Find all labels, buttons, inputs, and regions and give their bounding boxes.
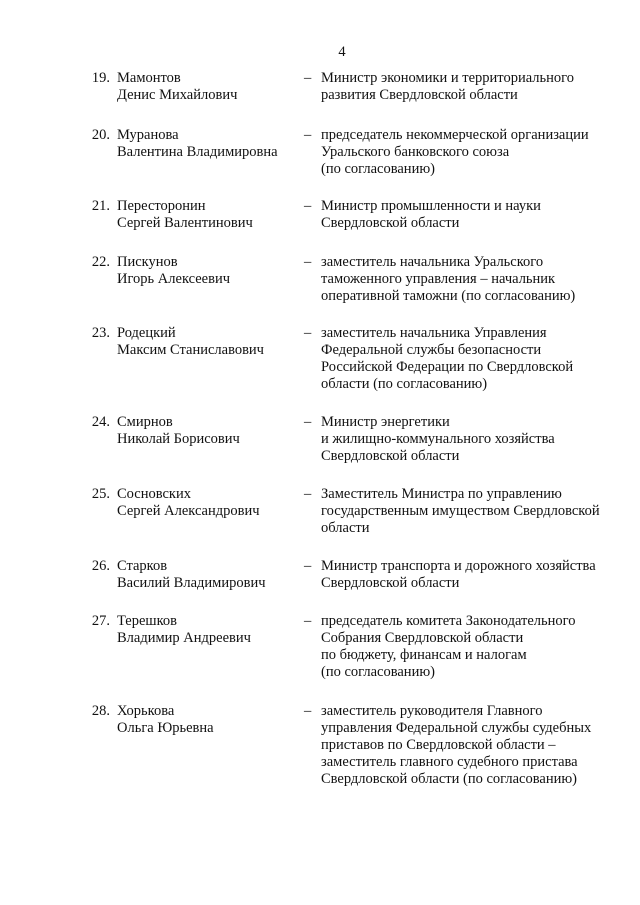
- member-role-line: приставов по Свердловской области –: [321, 737, 556, 753]
- entry-number: 22.: [91, 254, 110, 270]
- entry-number: 20.: [91, 127, 110, 143]
- member-role: [321, 558, 621, 592]
- member-name: [117, 486, 302, 520]
- member-role-line: Министр промышленности и науки: [321, 198, 541, 214]
- member-role-line: Министр энергетики: [321, 414, 450, 430]
- member-role-line: Свердловской области (по согласованию): [321, 771, 578, 787]
- member-role-line: управления Федеральной службы судебных: [321, 720, 592, 736]
- entry-number: 26.: [91, 558, 110, 574]
- member-role-line: Министр экономики и территориального: [321, 70, 574, 86]
- member-role-line: развития Свердловской области: [321, 87, 518, 103]
- page-number: 4: [338, 44, 346, 60]
- separator-dash: –: [304, 254, 312, 270]
- separator-dash: –: [304, 613, 312, 629]
- separator-dash: –: [304, 414, 312, 430]
- member-name: [117, 70, 302, 104]
- separator-dash: –: [304, 486, 312, 502]
- member-name-line: Владимир Андреевич: [117, 630, 251, 646]
- member-name-line: Родецкий: [117, 325, 176, 341]
- member-name-line: Валентина Владимировна: [117, 144, 278, 160]
- member-role-line: председатель некоммерческой организации: [321, 127, 589, 143]
- member-name: [117, 613, 302, 647]
- member-name-line: Пискунов: [117, 254, 178, 270]
- member-name: [117, 558, 302, 592]
- member-name-line: Терешков: [117, 613, 177, 629]
- member-role: [321, 414, 621, 465]
- member-name-line: Хорькова: [117, 703, 175, 719]
- entry-number: 28.: [91, 703, 110, 719]
- member-name: [117, 198, 302, 232]
- member-name-line: Василий Владимирович: [117, 575, 266, 591]
- member-role-line: председатель комитета Законодательного: [321, 613, 576, 629]
- member-role-line: Заместитель Министра по управлению: [321, 486, 562, 502]
- member-role: [321, 325, 621, 393]
- member-role-line: оперативной таможни (по согласованию): [321, 288, 576, 304]
- member-role: [321, 127, 621, 178]
- member-name-line: Сосновских: [117, 486, 191, 502]
- member-role: [321, 486, 621, 537]
- member-role-line: и жилищно-коммунального хозяйства: [321, 431, 555, 447]
- entry-number: 21.: [91, 198, 110, 214]
- separator-dash: –: [304, 558, 312, 574]
- member-name-line: Смирнов: [117, 414, 173, 430]
- member-role-line: Собрания Свердловской области: [321, 630, 524, 646]
- separator-dash: –: [304, 703, 312, 719]
- member-name-line: Сергей Валентинович: [117, 215, 253, 231]
- member-role-line: Свердловской области: [321, 575, 460, 591]
- entry-number: 24.: [91, 414, 110, 430]
- entry-number: 25.: [91, 486, 110, 502]
- member-name-line: Муранова: [117, 127, 179, 143]
- member-name-line: Ольга Юрьевна: [117, 720, 214, 736]
- member-role-line: Министр транспорта и дорожного хозяйства: [321, 558, 596, 574]
- member-role-line: государственным имуществом Свердловской: [321, 503, 600, 519]
- member-role-line: (по согласованию): [321, 161, 435, 177]
- member-role-line: заместитель начальника Управления: [321, 325, 547, 341]
- member-role-line: области: [321, 520, 370, 536]
- member-name-line: Игорь Алексеевич: [117, 271, 231, 287]
- member-role-line: (по согласованию): [321, 664, 435, 680]
- member-role-line: таможенного управления – начальник: [321, 271, 556, 287]
- member-name: [117, 414, 302, 448]
- member-role-line: Свердловской области: [321, 448, 460, 464]
- member-role-line: заместитель главного судебного пристава: [321, 754, 578, 770]
- member-name-line: Максим Станиславович: [117, 342, 264, 358]
- member-role-line: Свердловской области: [321, 215, 460, 231]
- member-name: [117, 127, 302, 161]
- member-role: [321, 70, 621, 104]
- member-name-line: Николай Борисович: [117, 431, 240, 447]
- entry-number: 19.: [91, 70, 110, 86]
- member-role: [321, 198, 621, 232]
- member-name-line: Старков: [117, 558, 168, 574]
- separator-dash: –: [304, 70, 312, 86]
- entry-number: 23.: [91, 325, 110, 341]
- member-role-line: заместитель руководителя Главного: [321, 703, 543, 719]
- member-name: [117, 325, 302, 359]
- member-role: [321, 613, 621, 681]
- member-role-line: по бюджету, финансам и налогам: [321, 647, 527, 663]
- member-name: [117, 254, 302, 288]
- entry-number: 27.: [91, 613, 110, 629]
- member-name-line: Денис Михайлович: [117, 87, 238, 103]
- member-name: [117, 703, 302, 737]
- member-role-line: заместитель начальника Уральского: [321, 254, 544, 270]
- member-role-line: области (по согласованию): [321, 376, 488, 392]
- member-role-line: Российской Федерации по Свердловской: [321, 359, 574, 375]
- member-role: [321, 703, 621, 788]
- separator-dash: –: [304, 325, 312, 341]
- separator-dash: –: [304, 127, 312, 143]
- member-name-line: Пересторонин: [117, 198, 206, 214]
- member-role-line: Федеральной службы безопасности: [321, 342, 542, 358]
- member-name-line: Сергей Александрович: [117, 503, 260, 519]
- member-name-line: Мамонтов: [117, 70, 181, 86]
- member-role-line: Уральского банковского союза: [321, 144, 510, 160]
- member-role: [321, 254, 621, 305]
- separator-dash: –: [304, 198, 312, 214]
